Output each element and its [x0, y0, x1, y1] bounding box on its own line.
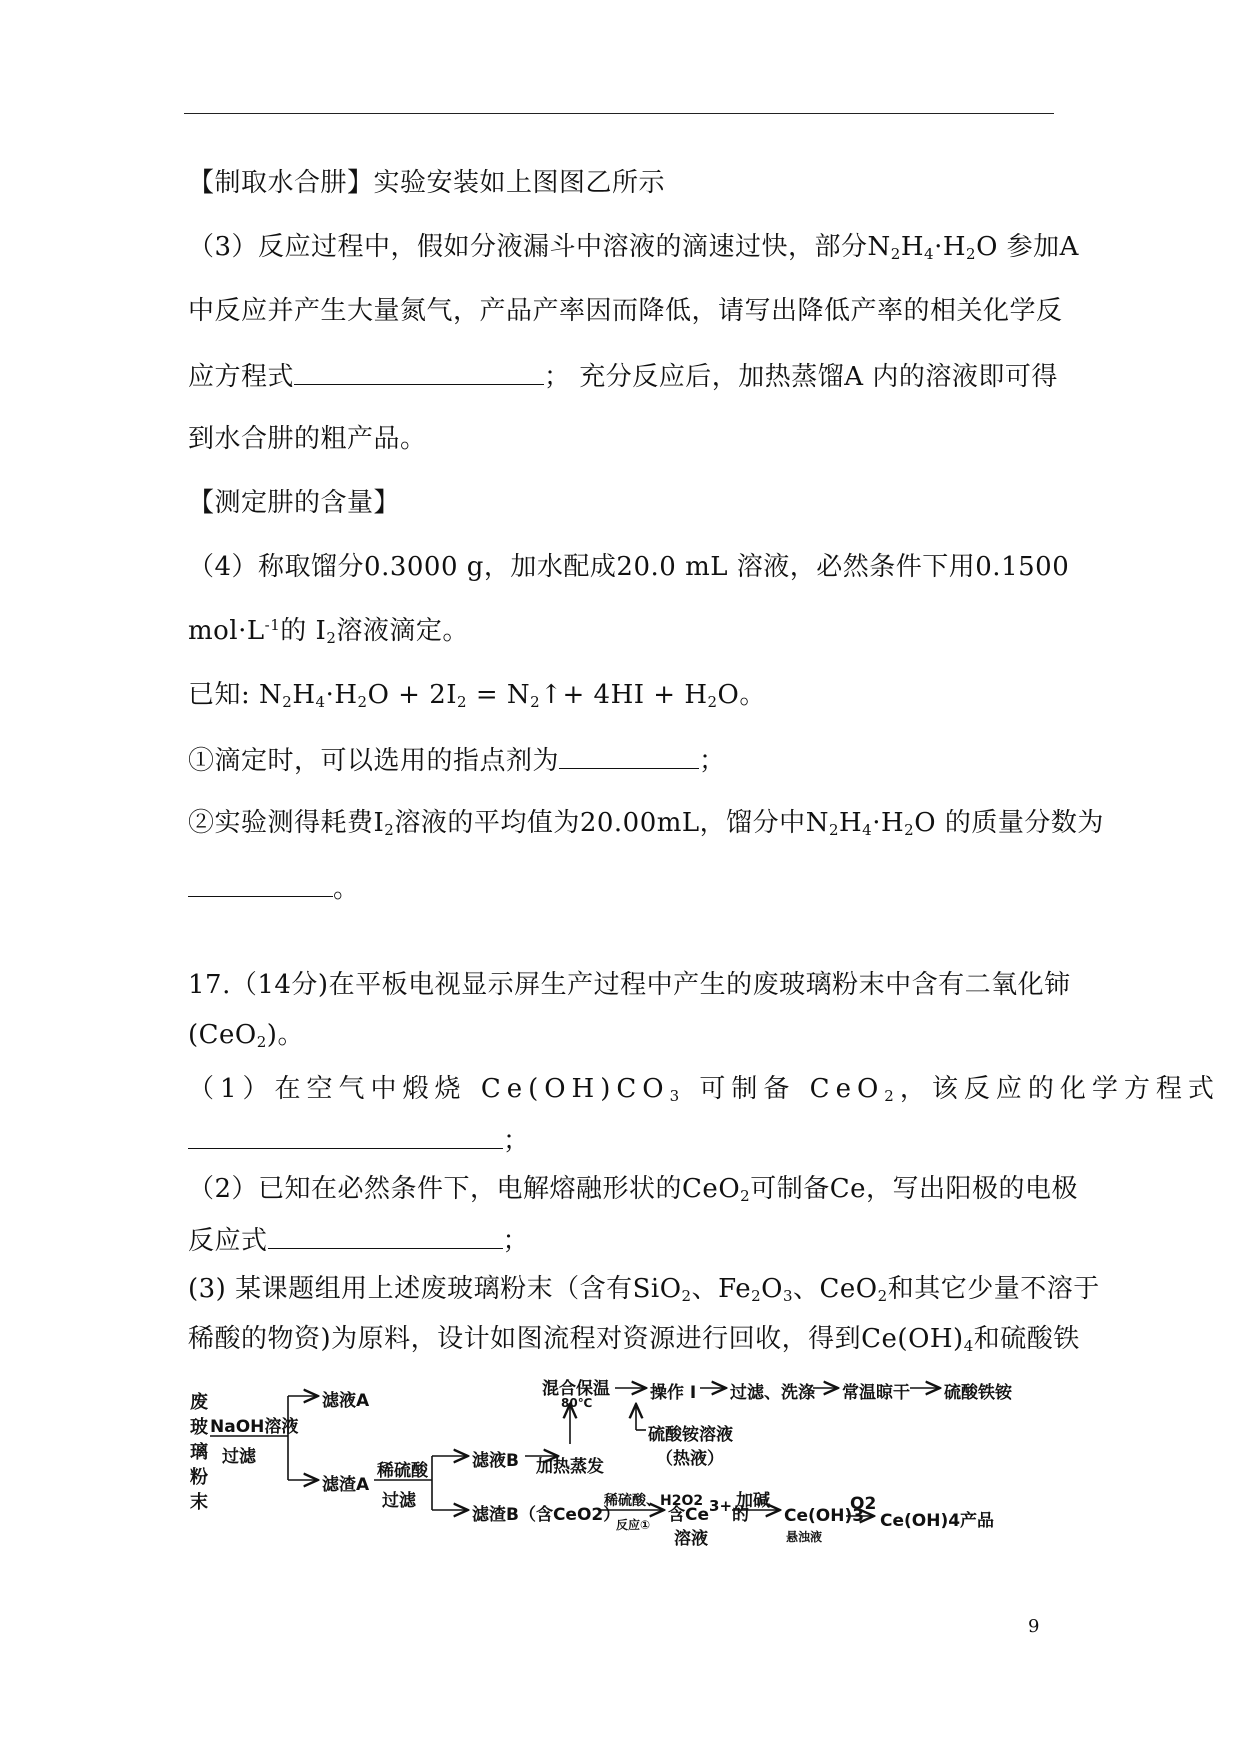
text: O + 2I — [367, 680, 458, 710]
label-operation-1: 操作 I — [650, 1383, 697, 1403]
label-temperature: 80℃ — [561, 1396, 593, 1410]
label-add-base: 加碱 — [736, 1491, 770, 1511]
subscript: 2 — [681, 1287, 692, 1305]
label-residue-b: 滤渣B（含CeO2） — [472, 1505, 621, 1525]
subscript: 2 — [282, 693, 293, 711]
section-heading-prepare — [188, 166, 665, 200]
question-17-part-2-answer — [188, 1222, 529, 1258]
text: 溶液滴定。 — [336, 616, 469, 646]
text: H — [900, 232, 925, 262]
text: 【测定肼的含量】 — [188, 488, 401, 518]
subscript: 2 — [457, 693, 468, 711]
question-17-part-3 — [188, 1272, 1100, 1306]
subscript: 2 — [707, 693, 718, 711]
text: O — [914, 808, 937, 838]
header-rule — [184, 113, 1054, 114]
subscript: 3 — [782, 1287, 794, 1305]
subscript: 2 — [326, 629, 337, 647]
text: 璃 — [190, 1442, 208, 1463]
label-acid-h2o2: 稀硫酸、H2O2 — [604, 1493, 704, 1509]
text: 和硫酸铁 — [973, 1324, 1080, 1354]
text: ； — [502, 1226, 530, 1256]
label-filtrate-b: 滤液B — [472, 1451, 519, 1471]
text: （1）在空气中煅烧 — [188, 1074, 467, 1104]
question-3-line-4 — [188, 422, 427, 456]
text: 溶液的平均值为20.00mL，馏分中 — [394, 808, 806, 838]
label-ce-oh-4-product: Ce(OH)4产品 — [880, 1511, 995, 1531]
text: 中反应并产生大量氮气，产品产率因而降低，请写出降低产率的相关化学反 — [188, 296, 1063, 326]
text: 17.（14分)在平板电视显示屏生产过程中产生的废玻璃粉末中含有二氧化铈 — [188, 970, 1071, 1000]
text: = N — [467, 680, 531, 710]
text: ，该反应的化学方程式 — [899, 1074, 1220, 1104]
text: ·H — [934, 232, 967, 262]
text: 玻 — [190, 1417, 208, 1438]
question-4-line-1 — [188, 550, 1069, 584]
text: 稀酸的物资)为原料，设计如图流程对资源进行回收，得到Ce(OH) — [188, 1324, 964, 1354]
text: ↑+ 4HI + H — [540, 680, 708, 710]
text: N — [867, 232, 891, 262]
text: 末 — [190, 1492, 208, 1513]
text: mol·L — [188, 616, 265, 646]
process-flowchart — [180, 1370, 1080, 1580]
text: (CeO — [188, 1020, 257, 1050]
subscript: 2 — [966, 245, 977, 263]
text: H — [292, 680, 316, 710]
subscript: 2 — [877, 1287, 888, 1305]
subscript: 4 — [924, 245, 935, 263]
question-17-part-1-answer — [188, 1122, 530, 1158]
subscript: 2 — [828, 821, 839, 839]
question-4-line-2 — [188, 614, 469, 648]
question-17-title — [188, 968, 1071, 1002]
label-ce-oh-3: Ce(OH)3 — [784, 1506, 865, 1526]
text: N — [805, 808, 829, 838]
label-reaction-1: 反应① — [616, 1518, 651, 1532]
label-product-iron-ammonium-sulfate: 硫酸铁铵 — [944, 1383, 1012, 1403]
label-dry: 常温晾干 — [842, 1383, 910, 1403]
text: 、Fe — [691, 1274, 752, 1304]
question-17-part-2 — [188, 1172, 1078, 1206]
answer-blank[interactable] — [294, 358, 544, 385]
question-4-sub-1 — [188, 742, 726, 778]
text: 反应式 — [188, 1226, 268, 1256]
subscript: 4 — [963, 1337, 974, 1355]
subscript: 2 — [256, 1033, 267, 1051]
text: （4）称取馏分0.3000 g，加水配成20.0 mL 溶液，必然条件下用0.1500 — [188, 552, 1070, 582]
label-residue-a: 滤渣A — [322, 1475, 370, 1495]
text: 含Ce — [668, 1505, 710, 1525]
text: （3）反应过程中，假如分液漏斗中溶液的滴速过快，部分 — [188, 232, 868, 262]
text: 。 — [333, 874, 360, 904]
question-3-line-1 — [188, 230, 1079, 264]
subscript: 2 — [740, 1187, 751, 1205]
label-mix-keep-warm: 混合保温 — [542, 1379, 610, 1399]
text: H — [838, 808, 863, 838]
text: 、CeO — [793, 1274, 878, 1304]
subscript: 2 — [751, 1287, 762, 1305]
text: ·H — [872, 808, 905, 838]
subscript: 2 — [890, 245, 901, 263]
label-heat-evaporate: 加热蒸发 — [536, 1457, 604, 1477]
subscript: 3 — [669, 1087, 686, 1105]
question-17-part-1 — [188, 1072, 1220, 1106]
text: （2）已知在必然条件下，电解熔融形状的CeO — [188, 1174, 741, 1204]
label-oxygen: O2 — [850, 1494, 877, 1514]
superscript: -1 — [264, 616, 281, 634]
answer-blank[interactable] — [559, 742, 699, 769]
text: 的 — [732, 1505, 750, 1525]
subscript: 4 — [862, 821, 873, 839]
text: 可制备Ce，写出阳极的电极 — [750, 1174, 1078, 1204]
text: 和其它少量不溶于 — [887, 1274, 1100, 1304]
answer-blank[interactable] — [188, 1122, 503, 1149]
label-suspension: 悬浊液 — [786, 1530, 823, 1544]
text: 粉 — [190, 1467, 208, 1488]
label-filtrate-a: 滤液A — [322, 1391, 370, 1411]
text: ·H — [325, 680, 358, 710]
question-4-sub-2 — [188, 806, 1104, 840]
text: )。 — [266, 1020, 304, 1050]
start-material — [188, 1390, 210, 1515]
text: ； — [544, 362, 571, 392]
page-number: 9 — [1028, 1616, 1040, 1637]
label-dilute-acid: 稀硫酸 — [377, 1461, 428, 1481]
question-3-line-3 — [188, 358, 1058, 394]
label-naoh: NaOH溶液 — [210, 1417, 299, 1437]
label-hot-solution: （热液） — [656, 1449, 724, 1469]
subscript: 2 — [384, 821, 395, 839]
answer-blank[interactable] — [268, 1222, 503, 1249]
text: 参加A — [1006, 232, 1079, 262]
text: 可制备 — [699, 1074, 796, 1104]
label-filter-1: 过滤 — [222, 1447, 256, 1467]
text: ②实验测得耗费I — [188, 808, 385, 838]
text: Ce(OH)CO — [480, 1074, 670, 1104]
text: 【制取水合肼】实验安装如上图图乙所示 — [188, 168, 666, 198]
text: ； — [503, 1126, 530, 1156]
known-equation — [188, 678, 766, 712]
text: 废 — [190, 1392, 208, 1413]
subscript: 4 — [315, 693, 326, 711]
question-4-sub-2-answer — [188, 870, 360, 906]
text: 到水合肼的粗产品。 — [188, 424, 427, 454]
label-filter-wash: 过滤、洗涤 — [730, 1383, 815, 1403]
subscript: 2 — [884, 1087, 900, 1105]
text: 已知: N — [188, 680, 283, 710]
text: CeO — [809, 1074, 885, 1104]
text: 的 I — [280, 616, 327, 646]
text: 充分反应后，加热蒸馏A 内的溶液即可得 — [579, 362, 1058, 392]
text: O — [761, 1274, 783, 1304]
text: ； — [699, 746, 726, 776]
question-17-part-3-cont — [188, 1322, 1080, 1356]
section-heading-measure — [188, 486, 400, 520]
question-3-line-2 — [188, 294, 1063, 328]
superscript: 3+ — [709, 1497, 733, 1515]
label-ammonium-sulfate: 硫酸铵溶液 — [648, 1425, 733, 1445]
label-solution: 溶液 — [674, 1529, 708, 1549]
subscript: 2 — [904, 821, 915, 839]
text: ①滴定时，可以选用的指点剂为 — [188, 746, 560, 776]
text: (3) 某课题组用上述废玻璃粉末（含有SiO — [188, 1274, 682, 1304]
text: 应方程式 — [188, 362, 295, 392]
text: 的质量分数为 — [944, 808, 1104, 838]
text: O。 — [717, 680, 766, 710]
label-filter-2: 过滤 — [382, 1491, 416, 1511]
subscript: 2 — [530, 693, 541, 711]
answer-blank[interactable] — [188, 870, 333, 897]
text: O — [976, 232, 998, 262]
question-17-title-cont — [188, 1018, 304, 1052]
subscript: 2 — [357, 693, 368, 711]
